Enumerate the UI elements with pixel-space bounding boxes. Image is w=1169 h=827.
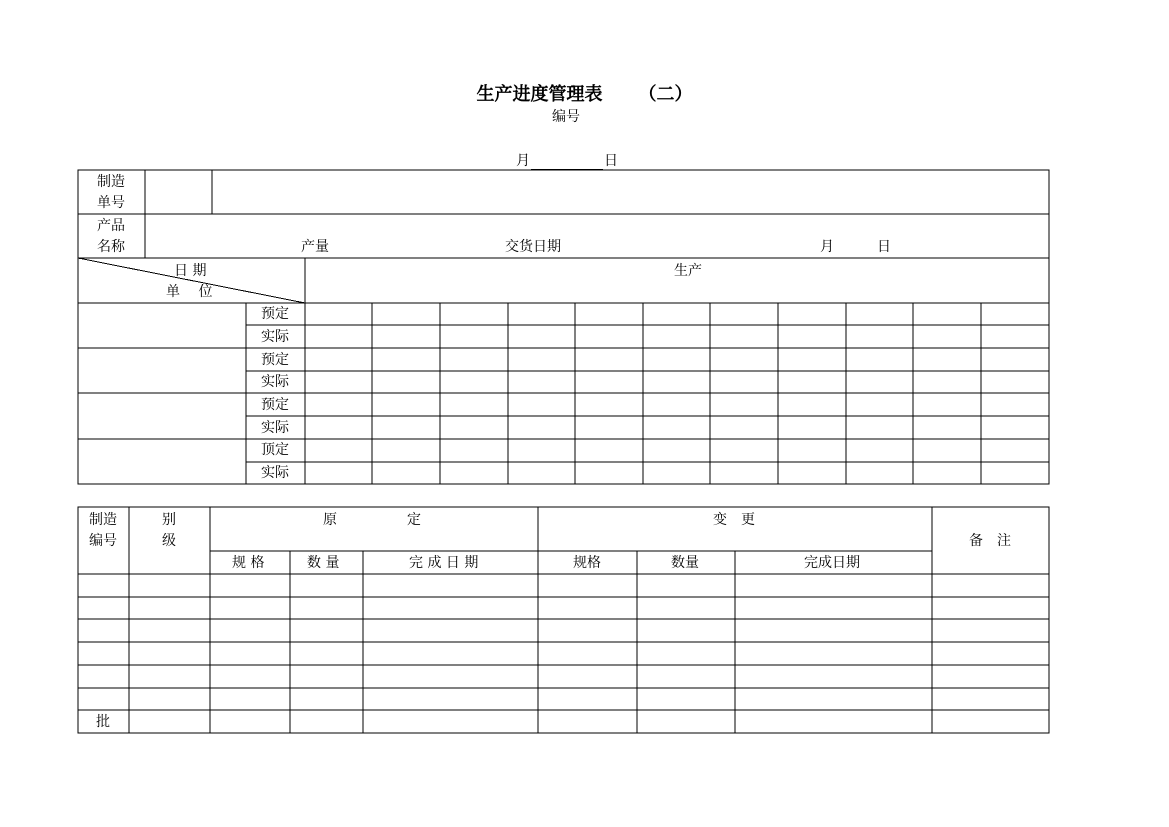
t2-order-no-2: 编号 [89, 533, 117, 549]
row-actual-label: 实际 [261, 329, 289, 345]
row-plan-label: 预定 [261, 306, 289, 322]
row-actual-label: 实际 [261, 465, 289, 481]
t2-spec2: 规格 [573, 555, 601, 571]
t2-finish-date2: 完成日期 [804, 555, 860, 571]
diag-date-label: 日 期 [174, 263, 207, 279]
order-no-label-1: 制造 [97, 174, 125, 190]
product-label-2: 名称 [97, 239, 125, 255]
t2-order-no-1: 制造 [89, 512, 117, 528]
t2-remark-header: 备 注 [969, 533, 1011, 549]
t2-level-1: 别 [162, 512, 176, 528]
order-no-label-2: 单号 [97, 195, 125, 211]
t2-original-header: 原 定 [323, 512, 421, 528]
day-label: 日 [604, 153, 618, 169]
row-plan-label: 顶定 [261, 442, 289, 458]
doc-no-label: 编号 [552, 109, 580, 125]
delivery-day: 日 [877, 239, 891, 255]
row-plan-label: 预定 [261, 352, 289, 368]
month-label: 月 [516, 153, 530, 169]
title-text: 生产进度管理表 [476, 84, 603, 105]
production-header: 生产 [674, 263, 702, 279]
delivery-month: 月 [820, 239, 834, 255]
row-actual-label: 实际 [261, 420, 289, 436]
t2-approve-label: 批 [96, 714, 110, 730]
product-label-1: 产品 [97, 218, 125, 234]
t2-finish-date: 完 成 日 期 [409, 555, 479, 571]
title-suffix: （二） [638, 84, 693, 105]
t2-qty: 数 量 [307, 555, 340, 571]
t2-level-2: 级 [162, 533, 176, 549]
t2-change-header: 变 更 [713, 512, 755, 528]
delivery-label: 交货日期 [505, 239, 561, 255]
t2-qty2: 数量 [671, 555, 699, 571]
t2-spec: 规 格 [232, 555, 265, 571]
qty-label: 产量 [301, 239, 329, 255]
row-plan-label: 预定 [261, 397, 289, 413]
diag-unit-label: 单 位 [166, 284, 213, 300]
row-actual-label: 实际 [261, 374, 289, 390]
